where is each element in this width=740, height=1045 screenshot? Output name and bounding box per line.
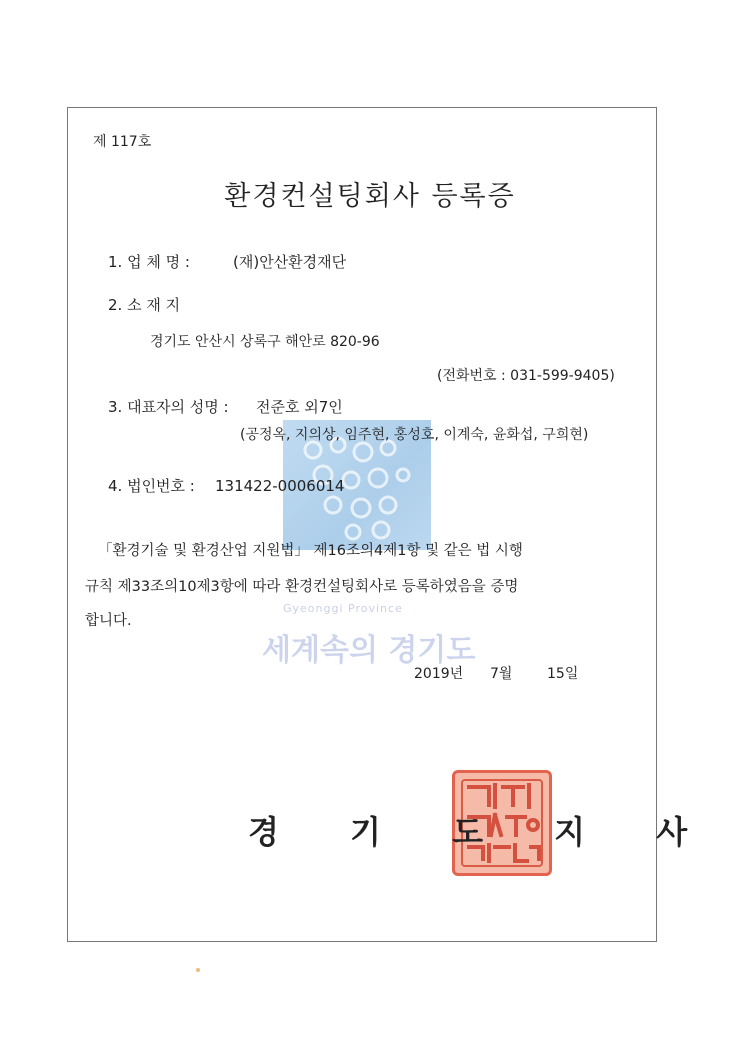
phone-number: (전화번호 : 031-599-9405) (437, 368, 615, 384)
document-title: 환경컨설팅회사 등록증 (224, 181, 516, 212)
body-line-2: 규칙 제33조의10제3항에 따라 환경컨설팅회사로 등록하였음을 증명 (85, 579, 519, 595)
company-label: 1. 업 체 명 : (108, 253, 190, 271)
body-line-3: 합니다. (85, 613, 132, 629)
body-line-1: 「환경기술 및 환경산업 지원법」 제16조의4제1항 및 같은 법 시행 (98, 543, 523, 559)
address: 경기도 안산시 상록구 해안로 820-96 (150, 334, 380, 350)
date-year: 2019년 (414, 666, 464, 682)
representative-value: 전준호 외7인 (256, 398, 343, 416)
watermark-tagline: 세계속의 경기도 (262, 633, 476, 668)
issuer-name: 경 기 도 지 사 (248, 813, 718, 851)
date-day: 15일 (547, 666, 579, 682)
corp-number-value: 131422-0006014 (215, 477, 345, 495)
document-number: 제 117호 (93, 134, 152, 150)
company-value: (재)안산환경재단 (233, 253, 347, 271)
representative-label: 3. 대표자의 성명 : (108, 398, 229, 416)
watermark-small-text: Gyeonggi Province (283, 602, 403, 615)
co-representatives: (공정옥, 지의상, 임주현, 홍성호, 이계숙, 윤화섭, 구희현) (240, 427, 589, 443)
paper-speck (196, 968, 200, 972)
corp-number-label: 4. 법인번호 : (108, 477, 195, 495)
date-month: 7월 (490, 666, 513, 682)
location-label: 2. 소 재 지 (108, 296, 181, 314)
